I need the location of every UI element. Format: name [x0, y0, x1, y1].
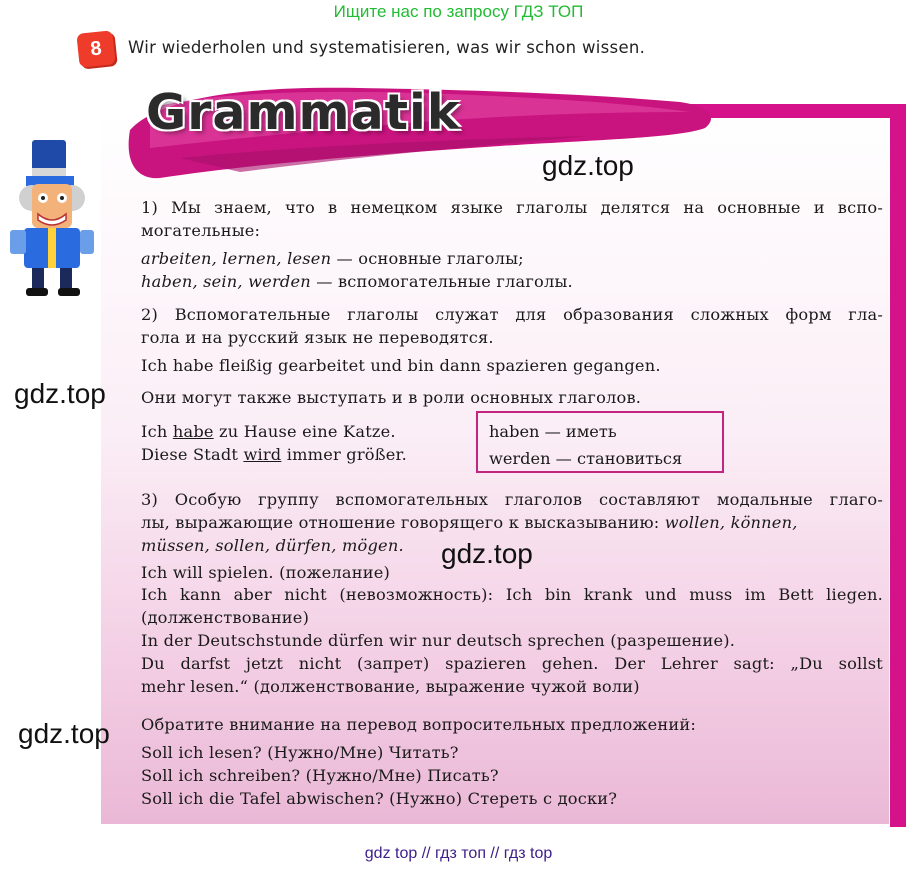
rule-3-text-cont: лы, выражающие отношение говорящего к высказыванию: wollen, können,	[141, 513, 798, 532]
question-example: Soll ich schreiben? (Нужно/Мне) Писать?	[141, 766, 499, 785]
modal-example: (долженствование)	[141, 608, 310, 627]
translation-werden: werden — становиться	[489, 449, 683, 468]
watermark: gdz.top	[542, 150, 634, 181]
exercise-intro: Wir wiederholen und systematisieren, was wir schon wissen.	[128, 38, 646, 57]
modal-example: mehr lesen.“ (долженствование, выражение чужой воли)	[141, 677, 640, 696]
rule-3-text: 3) Особую группу вспомогательных глаголов составляют модальные глаго-	[141, 490, 883, 509]
question-example: Soll ich lesen? (Нужно/Мне) Читать?	[141, 743, 459, 762]
example-werden: Diese Stadt wird immer größer.	[141, 445, 408, 464]
question-intro: Обратите внимание на перевод вопросительных предложений:	[141, 715, 696, 734]
aux-verbs-desc: — вспомогательные глаголы.	[310, 272, 573, 291]
rule-2-text-cont: гола и на русский язык не переводятся.	[141, 328, 494, 347]
rule-1-text: 1) Мы знаем, что в немецком языке глаголы делятся на основные и вспо-	[141, 198, 883, 217]
watermark: gdz.top	[14, 378, 106, 409]
top-notice: Ищите нас по запросу ГДЗ ТОП	[333, 2, 584, 21]
example-haben: Ich habe zu Hause eine Katze.	[141, 422, 396, 441]
watermark: gdz.top	[18, 718, 110, 749]
watermark: gdz.top	[441, 538, 533, 569]
main-verbs-line	[141, 247, 883, 270]
question-example: Soll ich die Tafel abwischen? (Нужно) Стереть с доски?	[141, 789, 618, 808]
section-number-badge: 8	[76, 30, 115, 68]
main-verbs-desc: — основные глаголы;	[331, 249, 524, 268]
nutcracker-mascot-icon	[2, 138, 102, 298]
aux-verbs: haben, sein, werden	[141, 272, 311, 291]
modal-example: Du darfst jetzt nicht (запрет) spazieren gehen. Der Lehrer sagt: „Du sollst	[141, 654, 883, 673]
rule-2-text: 2) Вспомогательные глаголы служат для образования сложных форм гла-	[141, 305, 883, 324]
rule-2-note: Они могут также выступать и в роли основных глаголов.	[141, 388, 642, 407]
aux-verbs-line	[141, 270, 883, 293]
modal-example: Ich will spielen. (пожелание)	[141, 563, 390, 582]
modal-verbs: wollen, können,	[664, 513, 798, 532]
rule-2-example: Ich habe fleißig gearbeitet und bin dann spazieren gegangen.	[141, 356, 661, 375]
footer-watermark: gdz top // гдз топ // гдз top	[364, 845, 553, 862]
modal-example: In der Deutschstunde dürfen wir nur deutsch sprechen (разрешение).	[141, 631, 736, 650]
panel-frame-right	[890, 112, 906, 827]
modal-verbs-cont: müssen, sollen, dürfen, mögen.	[141, 536, 404, 555]
underlined-verb: habe	[172, 422, 214, 441]
underlined-verb: wird	[243, 445, 282, 464]
main-verbs: arbeiten, lernen, lesen	[141, 249, 332, 268]
rule-1-text-cont: могательные:	[141, 221, 261, 240]
translation-haben: haben — иметь	[489, 422, 617, 441]
modal-example: Ich kann aber nicht (невозможность): Ich bin krank und muss im Bett liegen.	[141, 585, 883, 604]
section-title: Grammatik	[146, 84, 461, 141]
